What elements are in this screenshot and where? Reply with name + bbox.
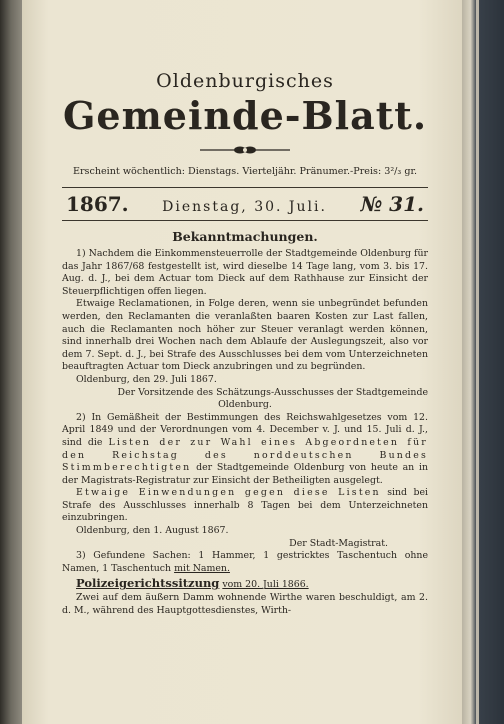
notice3-found-items xyxy=(62,550,428,575)
notice2-text-a: 2) In Gemäßheit der Bestimmungen des Reichswahlgesetzes vom 12. April 1849 und der Verordnungen vom 4. December v. J. und 15. Juli d. J., sind die xyxy=(62,411,428,448)
notice1-place-date: Oldenburg, den 29. Juli 1867. xyxy=(76,373,217,385)
ornament-divider xyxy=(62,144,428,156)
bottom-rule xyxy=(62,220,428,221)
notice1-signature-line2: Oldenburg. xyxy=(218,399,272,411)
section-title: Bekanntmachungen. xyxy=(172,229,318,244)
police-heading xyxy=(62,577,428,592)
issue-number: № 31. xyxy=(360,192,424,216)
notice1-signature-line1: Der Vorsitzende des Schätzungs-Ausschusses der Stadtgemeinde xyxy=(117,386,428,398)
notice3-text-b: mit Namen. xyxy=(174,562,230,574)
notice2-paragraph2 xyxy=(62,487,428,525)
dateline xyxy=(62,188,428,218)
notice2-spaced-text: Listen der zur Wahl eines Abgeordneten für den Reichstag des norddeutschen Bundes Stimmberechtigten xyxy=(62,436,428,474)
notice2-paragraph1 xyxy=(62,412,428,488)
police-date: vom 20. Juli 1866. xyxy=(222,579,309,591)
notice2-place-date: Oldenburg, den 1. August 1867. xyxy=(76,525,229,537)
subscription-info: Erscheint wöchentlich: Dienstags. Vierteljähr. Pränumer.-Preis: 3²/₃ gr. xyxy=(72,166,418,177)
cover-stripe xyxy=(476,0,479,724)
masthead-top: Oldenburgisches xyxy=(156,70,334,92)
police-text: Zwei auf dem äußern Damm wohnende Wirthe waren beschuldigt, am 2. d. M., während des Hauptgottesdienstes, Wirth- xyxy=(62,592,428,616)
notice2-objections-spaced: Etwaige Einwendungen gegen diese Listen xyxy=(76,487,381,499)
book-binding xyxy=(0,0,22,724)
notice3-text-a: 3) Gefundene Sachen: 1 Hammer, 1 gestricktes Taschentuch ohne Namen, 1 Taschentuch xyxy=(62,550,428,574)
notice2-text-b: der Stadtgemeinde Oldenburg von heute an in der Magistrats-Registratur zur Einsicht der Betheiligten ausgelegt. xyxy=(62,462,428,486)
notice2-objections-rest: sind bei Strafe des Ausschlusses innerhalb 8 Tagen bei dem Unterzeichneten einzubringen. xyxy=(62,487,428,524)
police-title: Polizeigerichtssitzung xyxy=(76,576,220,591)
notice1-paragraph2: Etwaige Reclamationen, in Folge deren, wenn sie unbegründet befunden werden, den Reclamanten die veranlaßten baaren Kosten zur Last fallen, auch die Reclamanten noch höher zur Steuer veranlagt werden können, sind innerhalb drei Wochen nach dem Ablaufe der Auslegungszeit, also vor dem 7. Sept. d. J., bei Strafe des Ausschlusses bei dem vom Unterzeichneten beauftragten Actuar tom Dieck anzubringen und zu begründen. xyxy=(62,298,428,373)
book-cover-edge xyxy=(462,0,504,724)
article-body xyxy=(62,248,428,617)
issue-year: 1867. xyxy=(66,192,129,216)
notice2-signature: Der Stadt-Magistrat. xyxy=(289,537,388,549)
masthead-title: Gemeinde-Blatt. xyxy=(62,93,428,138)
notice1-paragraph1: 1) Nachdem die Einkommensteuerrolle der Stadtgemeinde Oldenburg für das Jahr 1867/68 festgestellt ist, wird dieselbe 14 Tage lang, vom 3. bis 17. Aug. d. J., bei dem Actuar tom Dieck auf dem Rathhause zur Einsicht der Steuerpflichtigen offen liegen. xyxy=(62,248,428,297)
newspaper-page xyxy=(22,0,462,724)
issue-date: Dienstag, 30. Juli. xyxy=(162,199,327,215)
